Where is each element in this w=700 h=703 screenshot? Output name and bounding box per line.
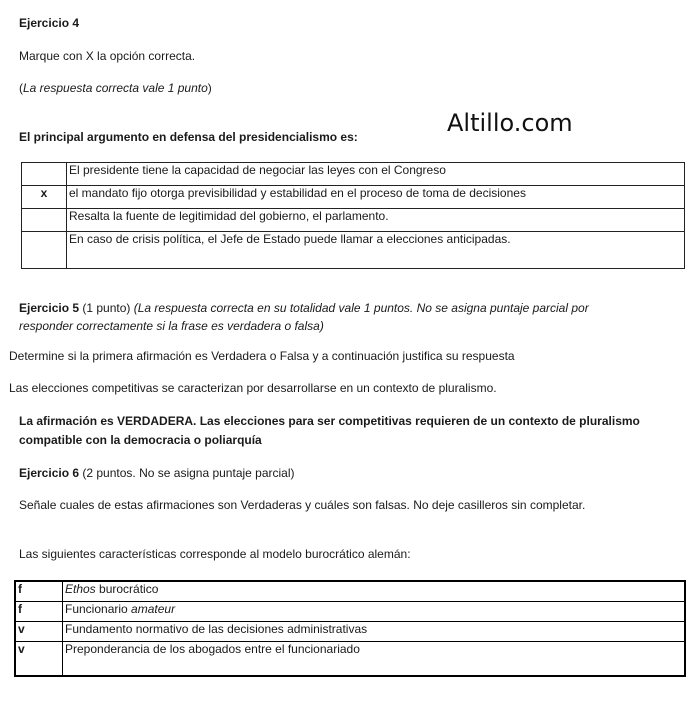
ex6-points: (2 puntos. No se asigna puntaje parcial) (79, 466, 295, 480)
ex4-options-table (21, 162, 685, 269)
watermark-logo: Altillo.com (447, 109, 573, 137)
option-mark[interactable] (22, 209, 67, 232)
ex4-instruction: Marque con X la opción correcta. (19, 49, 196, 63)
option-text: En caso de crisis política, el Jefe de Estado puede llamar a elecciones anticipadas. (67, 232, 685, 269)
tf-statement (63, 602, 686, 622)
tf-statement-italic: amateur (131, 602, 176, 616)
tf-statement-text: burocrático (95, 582, 159, 596)
ex6-instruction: Señale cuales de estas afirmaciones son Verdaderas y cuáles son falsas. No deje casilleros sin completar. (19, 498, 586, 512)
ex5-points: (1 punto) (79, 301, 134, 315)
ex6-heading (19, 466, 295, 480)
tf-statement (63, 581, 686, 602)
table-row (15, 642, 685, 677)
option-mark[interactable] (22, 232, 67, 269)
table-row (22, 163, 685, 186)
tf-statement-text: Funcionario (65, 602, 132, 616)
option-mark[interactable] (22, 163, 67, 186)
table-row (15, 581, 685, 602)
option-text: el mandato fijo otorga previsibilidad y estabilidad en el proceso de toma de decisiones (67, 186, 685, 209)
ex5-heading (19, 301, 589, 315)
ex4-title: Ejercicio 4 (19, 16, 80, 30)
ex5-instruction: Determine si la primera afirmación es Verdadera o Falsa y a continuación justifica su respuesta (9, 349, 515, 363)
ex5-answer-line1: La afirmación es VERDADERA. Las elecciones para ser competitivas requieren de un contexto de pluralismo (19, 414, 640, 428)
tf-mark[interactable]: f (15, 602, 63, 622)
ex4-points (19, 81, 212, 95)
option-text: Resalta la fuente de legitimidad del gobierno, el parlamento. (67, 209, 685, 232)
tf-statement: Preponderancia de los abogados entre el funcionariado (63, 642, 686, 677)
tf-mark[interactable]: v (15, 642, 63, 677)
ex6-intro: Las siguientes características corresponde al modelo burocrático alemán: (19, 547, 411, 561)
table-row (15, 602, 685, 622)
table-row (22, 232, 685, 269)
ex5-answer-line2: compatible con la democracia o poliarquía (19, 433, 262, 447)
table-row (22, 209, 685, 232)
tf-mark[interactable]: f (15, 581, 63, 602)
ex5-statement: Las elecciones competitivas se caracterizan por desarrollarse en un contexto de pluralismo. (9, 381, 497, 395)
tf-statement-italic: Ethos (65, 582, 96, 596)
ex5-title: Ejercicio 5 (19, 301, 80, 315)
option-mark[interactable]: x (22, 186, 67, 209)
tf-mark[interactable]: v (15, 622, 63, 642)
option-text: El presidente tiene la capacidad de negociar las leyes con el Congreso (67, 163, 685, 186)
ex5-note-line2: responder correctamente si la frase es verdadera o falsa) (19, 319, 324, 333)
table-row (22, 186, 685, 209)
ex6-title: Ejercicio 6 (19, 466, 80, 480)
ex4-points-text: La respuesta correcta vale 1 punto (23, 81, 208, 95)
ex4-points-close: ) (207, 81, 212, 95)
ex6-table (14, 580, 686, 677)
ex4-points-open: ( (19, 81, 23, 95)
table-row (15, 622, 685, 642)
ex5-note-line1: (La respuesta correcta en su totalidad vale 1 puntos. No se asigna puntaje parcial por (133, 301, 589, 315)
ex4-question: El principal argumento en defensa del presidencialismo es: (19, 130, 358, 144)
tf-statement: Fundamento normativo de las decisiones administrativas (63, 622, 686, 642)
